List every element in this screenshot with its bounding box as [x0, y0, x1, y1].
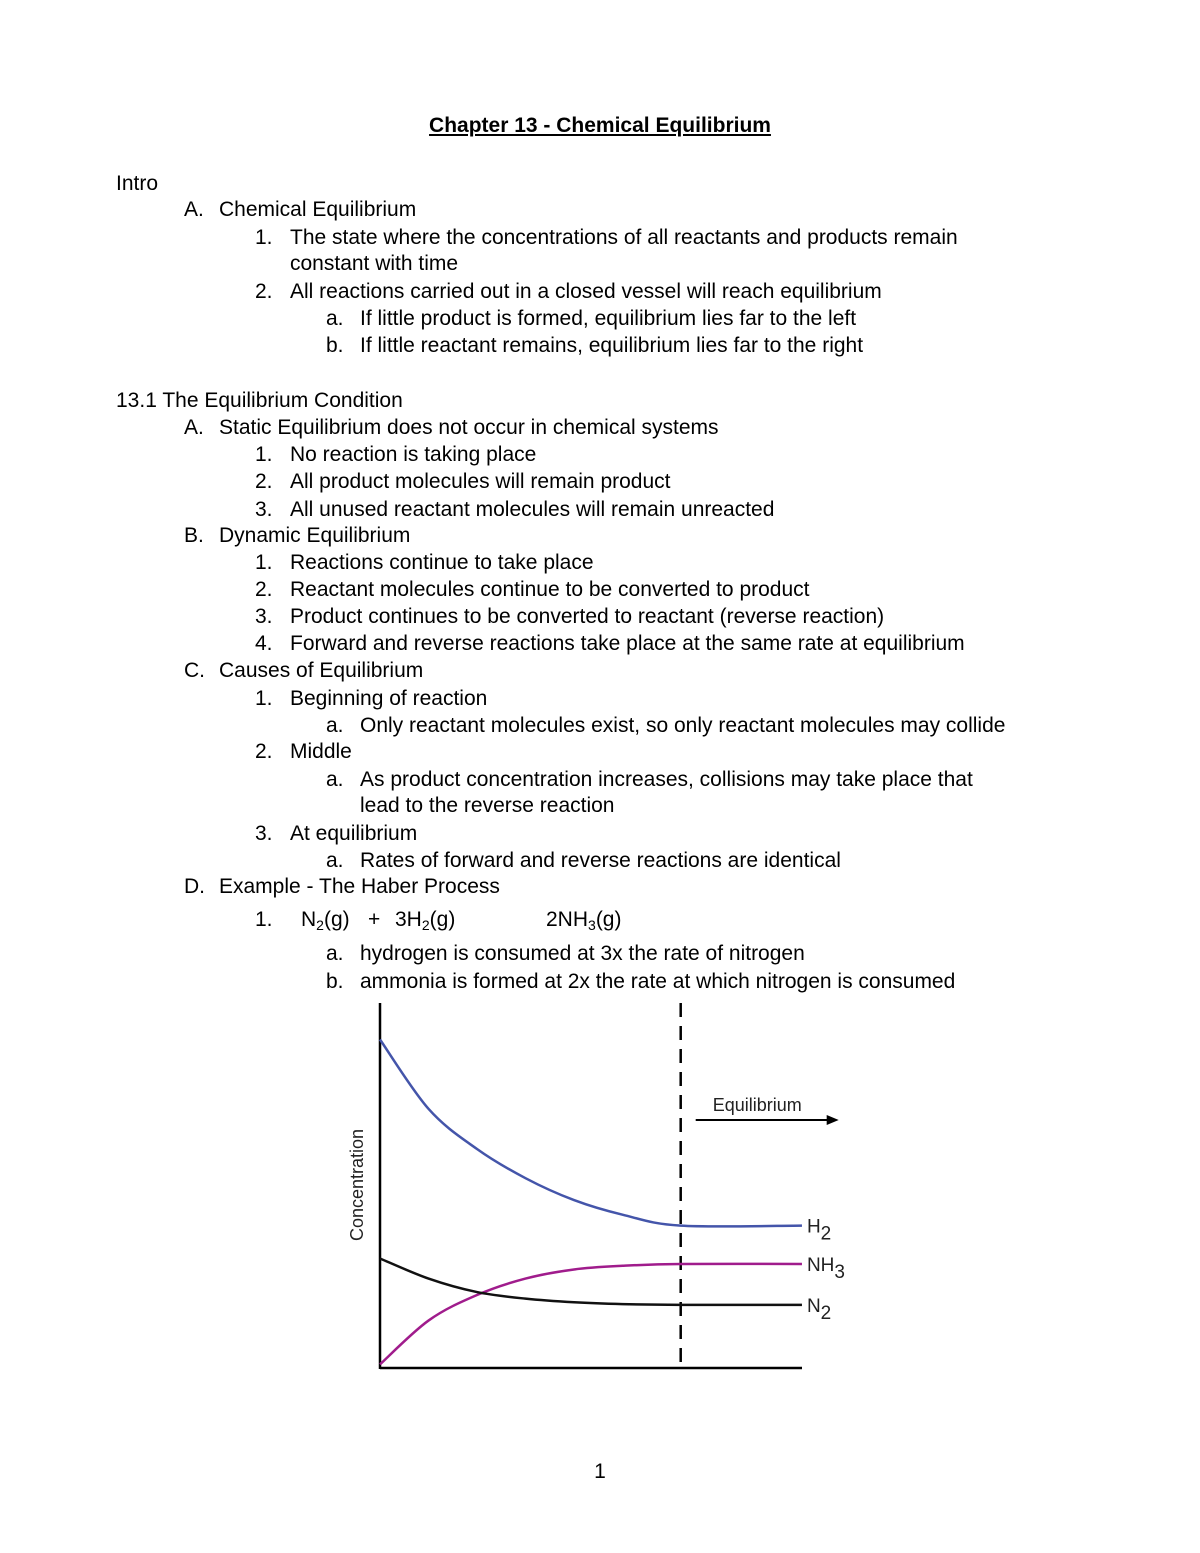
dynamic-1-text: Reactions continue to take place: [290, 551, 594, 574]
static-3-marker: 3.: [255, 498, 273, 521]
causes-1a-text: Only reactant molecules exist, so only reactant molecules may collide: [360, 714, 1006, 737]
page-title: Chapter 13 - Chemical Equilibrium: [429, 114, 771, 137]
causes-2a-text: As product concentration increases, collisions may take place that: [360, 768, 973, 791]
series-label-n2: N2: [806, 1295, 832, 1324]
y-axis-label: Concentration: [347, 1128, 367, 1242]
intro-a-sub-text: If little product is formed, equilibrium lies far to the left: [360, 307, 857, 330]
causes-1a-marker: a.: [326, 714, 344, 737]
series-line-h2: [380, 1040, 802, 1227]
dynamic-marker: B.: [184, 524, 204, 547]
series-line-nh3: [380, 1264, 802, 1365]
intro-2-text: All reactions carried out in a closed vessel will reach equilibrium: [290, 280, 882, 303]
causes-2a-marker: a.: [326, 768, 344, 791]
equilibrium-label: Equilibrium: [712, 1095, 802, 1115]
equation-marker: 1.: [255, 908, 273, 931]
causes-3-marker: 3.: [255, 822, 273, 845]
causes-marker: C.: [184, 659, 205, 682]
causes-3a-text: Rates of forward and reverse reactions are identical: [360, 849, 841, 872]
dynamic-2-marker: 2.: [255, 578, 273, 601]
dynamic-2-text: Reactant molecules continue to be converted to product: [290, 578, 810, 601]
equation-plus: +: [368, 908, 381, 931]
section-heading: 13.1 The Equilibrium Condition: [116, 389, 403, 412]
causes-2-marker: 2.: [255, 740, 273, 763]
causes-3-text: At equilibrium: [290, 822, 418, 845]
causes-1-text: Beginning of reaction: [290, 687, 488, 710]
intro-a-text: Chemical Equilibrium: [219, 198, 417, 221]
causes-2-text: Middle: [290, 740, 352, 763]
static-text: Static Equilibrium does not occur in chemical systems: [219, 416, 719, 439]
equilibrium-chart: [330, 995, 845, 1385]
example-b-marker: b.: [326, 970, 344, 993]
series-line-n2: [380, 1259, 802, 1305]
dynamic-1-marker: 1.: [255, 551, 273, 574]
equation-n2: $N_2(g)$: [301, 908, 350, 933]
example-a-text: hydrogen is consumed at 3x the rate of nitrogen: [360, 942, 805, 965]
dynamic-text: Dynamic Equilibrium: [219, 524, 411, 547]
equilibrium-arrowhead: [827, 1115, 839, 1125]
example-marker: D.: [184, 875, 205, 898]
intro-b-sub-marker: b.: [326, 334, 344, 357]
static-2-marker: 2.: [255, 470, 273, 493]
equation-nh3: $2NH_3(g)$: [546, 908, 622, 933]
equation-h2: $3H_2(g)$: [395, 908, 456, 933]
static-1-text: No reaction is taking place: [290, 443, 537, 466]
static-marker: A.: [184, 416, 204, 439]
causes-3a-marker: a.: [326, 849, 344, 872]
intro-1-marker: 1.: [255, 226, 273, 249]
intro-a-sub-marker: a.: [326, 307, 344, 330]
static-2-text: All product molecules will remain product: [290, 470, 671, 493]
dynamic-3-marker: 3.: [255, 605, 273, 628]
intro-heading: Intro: [116, 172, 159, 195]
causes-1-marker: 1.: [255, 687, 273, 710]
dynamic-4-marker: 4.: [255, 632, 273, 655]
static-1-marker: 1.: [255, 443, 273, 466]
series-label-nh3: NH3: [806, 1254, 845, 1283]
example-a-marker: a.: [326, 942, 344, 965]
static-3-text: All unused reactant molecules will remain unreacted: [290, 498, 775, 521]
series-label-h2: H2: [806, 1216, 832, 1245]
causes-text: Causes of Equilibrium: [219, 659, 424, 682]
intro-a-marker: A.: [184, 198, 204, 221]
intro-2-marker: 2.: [255, 280, 273, 303]
dynamic-3-text: Product continues to be converted to reactant (reverse reaction): [290, 605, 885, 628]
intro-1-text: The state where the concentrations of all reactants and products remain: [290, 226, 958, 249]
intro-1-text-cont: constant with time: [290, 252, 459, 275]
intro-b-sub-text: If little reactant remains, equilibrium lies far to the right: [360, 334, 864, 357]
page-number: 1: [594, 1460, 606, 1483]
dynamic-4-text: Forward and reverse reactions take place at the same rate at equilibrium: [290, 632, 965, 655]
causes-2a-text-cont: lead to the reverse reaction: [360, 794, 615, 817]
example-b-text: ammonia is formed at 2x the rate at which nitrogen is consumed: [360, 970, 956, 993]
example-text: Example - The Haber Process: [219, 875, 500, 898]
